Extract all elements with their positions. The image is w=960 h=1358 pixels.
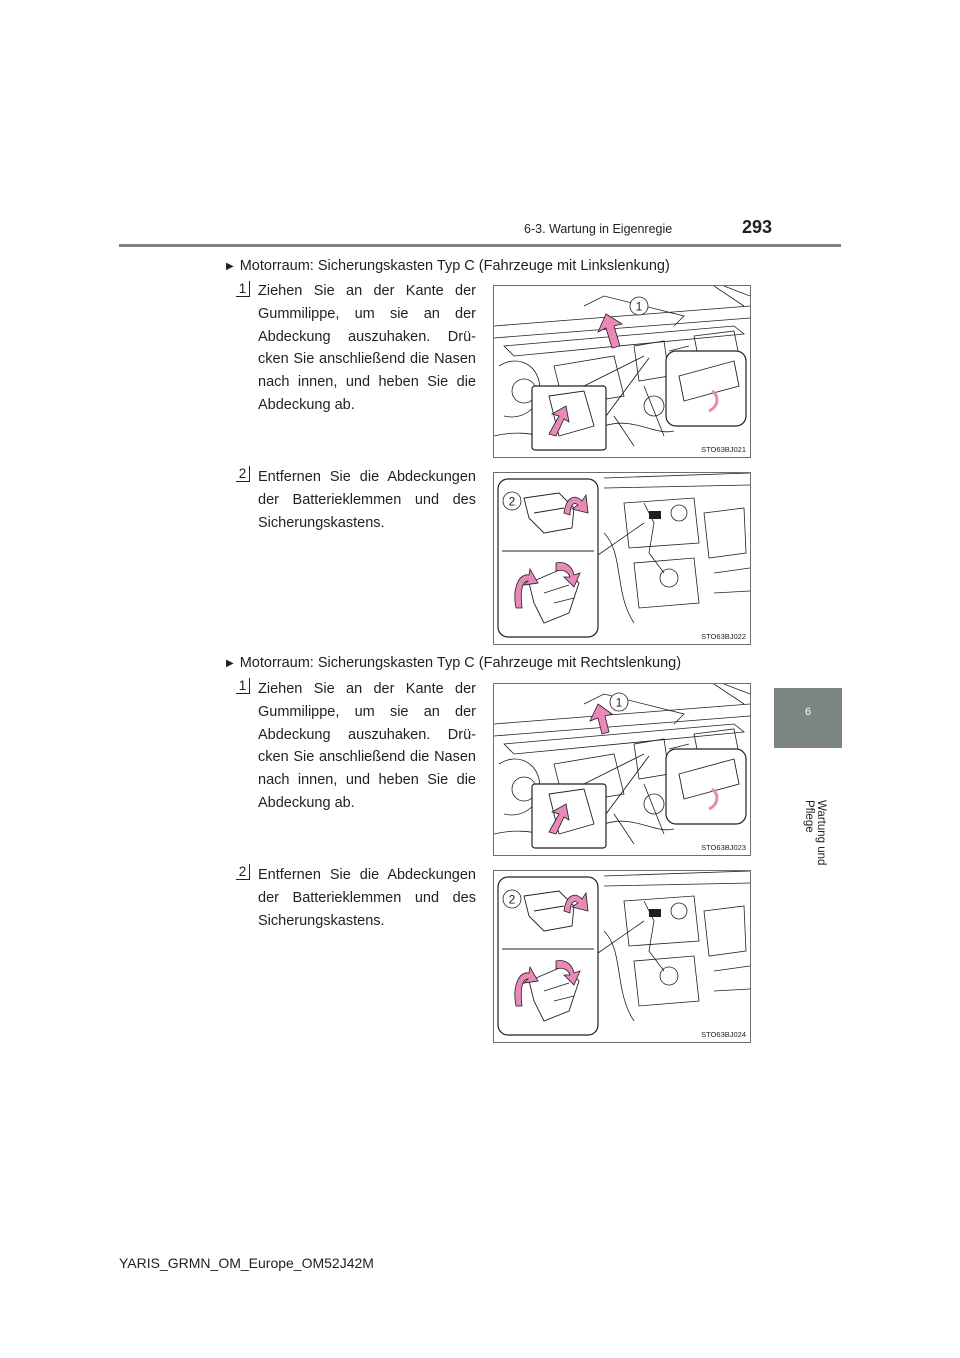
lift-arrow-icon (598, 314, 622, 348)
step-instruction: Ziehen Sie an der Kante der Gummilippe, um sie an der Abdeckung auszuhaken. Drü-cken Sie anschließend die Nasen nach innen, und heben Sie die Abdeckung ab. (258, 681, 476, 811)
step-instruction: Entfernen Sie die Abdeckungen der Batterieklemmen und des Sicherungskastens. (258, 867, 476, 929)
illustration-cover-removal (493, 683, 751, 856)
chapter-number: 6 (804, 706, 812, 718)
illustration-cover-removal (493, 285, 751, 458)
step-number: 2 (236, 864, 250, 880)
header-section-title: 6-3. Wartung in Eigenregie (524, 222, 673, 236)
step-instruction: Ziehen Sie an der Kante der Gummilippe, um sie an der Abdeckung auszuhaken. Drü-cken Sie anschließend die Nasen nach innen, und heben Sie die Abdeckung ab. (258, 283, 476, 413)
step-number: 2 (236, 466, 250, 482)
figure-code: STO63BJ022 (701, 632, 746, 641)
section-heading-text: Motorraum: Sicherungskasten Typ C (Fahrzeuge mit Rechtslenkung) (239, 655, 682, 671)
figure-code: STO63BJ021 (701, 445, 746, 454)
engine-bay-drawing (494, 684, 750, 855)
step-number: 1 (236, 281, 250, 297)
engine-bay-drawing (494, 473, 750, 644)
figure-callout: 2 (508, 494, 516, 509)
illustration-terminal-covers (493, 870, 751, 1043)
document-footer-id: YARIS_GRMN_OM_Europe_OM52J42M (119, 1255, 374, 1271)
illustration-terminal-covers (493, 472, 751, 645)
figure-code: STO63BJ024 (701, 1030, 746, 1039)
step-instruction: Entfernen Sie die Abdeckungen der Batterieklemmen und des Sicherungskastens. (258, 469, 476, 531)
section-heading-right-hand-drive (226, 655, 681, 671)
section-marker-icon: ▶ (226, 658, 234, 669)
chapter-tab (774, 688, 842, 748)
lift-arrow-icon (590, 704, 612, 734)
figure-callout: 2 (508, 892, 516, 907)
figure-callout: 1 (615, 695, 623, 710)
page-number: 293 (742, 217, 773, 237)
figure-code: STO63BJ023 (701, 843, 746, 852)
figure-callout: 1 (635, 299, 643, 314)
engine-bay-drawing (494, 286, 750, 457)
chapter-title: Wartung und Pflege (803, 800, 827, 866)
header-rule (119, 244, 841, 247)
engine-bay-drawing (494, 871, 750, 1042)
step-number: 1 (236, 678, 250, 694)
section-marker-icon: ▶ (226, 261, 234, 272)
section-heading-text: Motorraum: Sicherungskasten Typ C (Fahrzeuge mit Linkslenkung) (239, 258, 670, 274)
section-heading-left-hand-drive (226, 258, 670, 274)
